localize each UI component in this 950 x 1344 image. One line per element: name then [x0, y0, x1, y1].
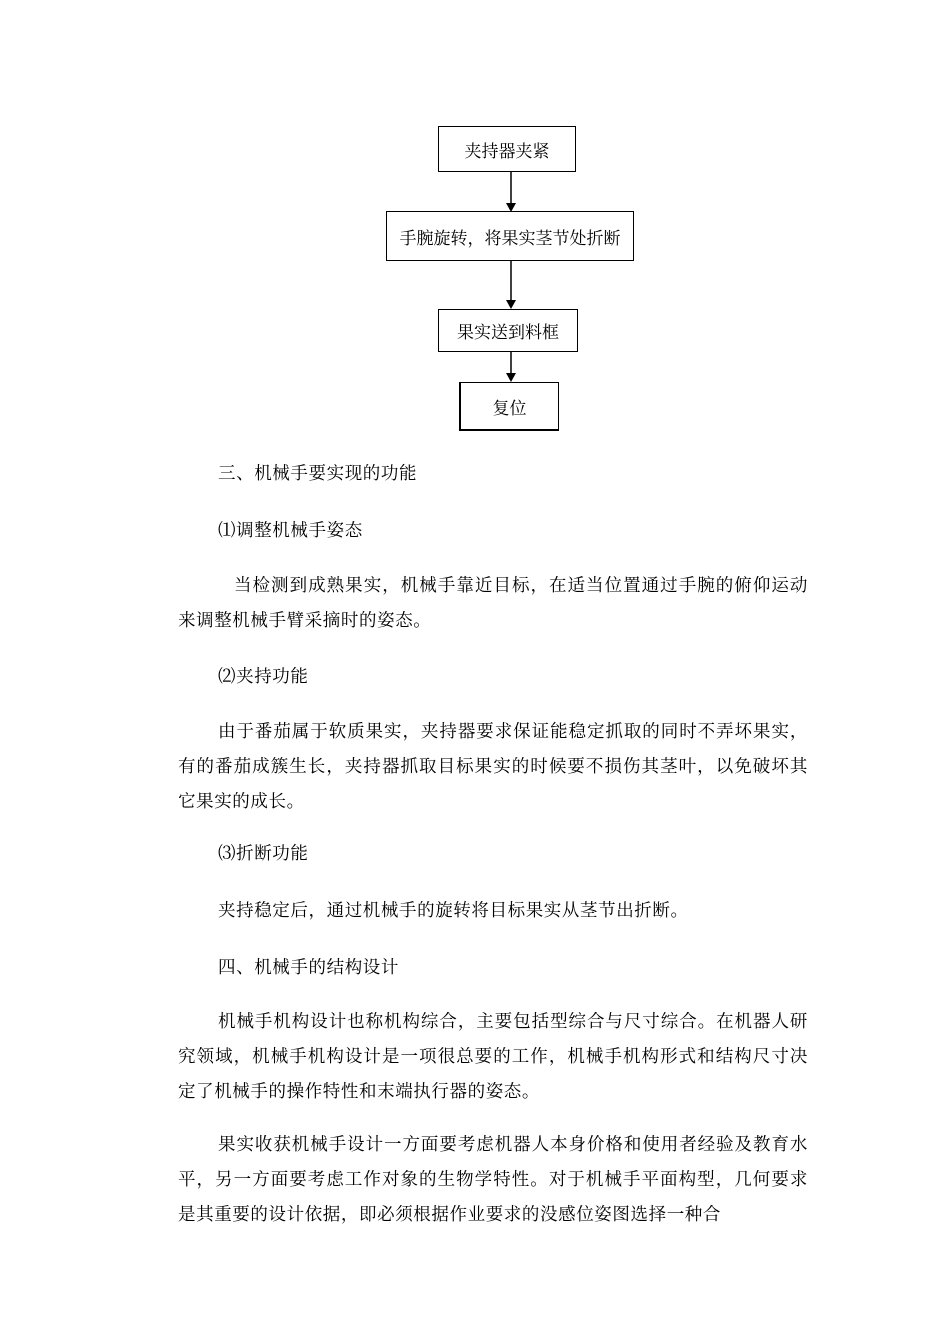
flow-step-label: 果实送到料框 — [457, 323, 559, 343]
section-3-3-body: 夹持稳定后，通过机械手的旋转将目标果实从茎节出折断。 — [218, 901, 689, 921]
section-3-2-title: ⑵夹持功能 — [218, 667, 309, 687]
flow-arrow-down-icon — [500, 352, 520, 382]
section-4-paragraph-1: 机械手机构设计也称机构综合，主要包括型综合与尺寸综合。在机器人研究领域，机械手机构设计是一项很总要的工作，机械手机构形式和结构尺寸决定了机械手的操作特性和末端执行器的姿态。 — [178, 1012, 808, 1102]
section-3-1-title: ⑴调整机械手姿态 — [218, 521, 363, 541]
flow-step-label: 夹持器夹紧 — [464, 141, 550, 162]
flow-step-rotate — [386, 211, 634, 261]
flow-step-label: 手腕旋转，将果实茎节处折断 — [399, 228, 621, 249]
flow-arrow-down-icon — [500, 261, 520, 309]
section-4-heading: 四、机械手的结构设计 — [218, 958, 399, 978]
section-3-3-title: ⑶折断功能 — [218, 844, 309, 864]
section-3-1-body: 当检测到成熟果实，机械手靠近目标，在适当位置通过手腕的俯仰运动来调整机械手臂采摘时的姿态。 — [178, 576, 808, 631]
flow-step-deliver — [438, 309, 578, 352]
process-flowchart — [0, 0, 950, 450]
section-3-2-body: 由于番茄属于软质果实，夹持器要求保证能稳定抓取的同时不弄坏果实，有的番茄成簇生长，夹持器抓取目标果实的时候要不损伤其茎叶，以免破坏其它果实的成长。 — [178, 722, 808, 812]
section-3-heading: 三、机械手要实现的功能 — [218, 464, 418, 484]
flow-step-label: 复位 — [492, 398, 527, 419]
flow-step-clamp — [438, 126, 576, 172]
section-4-paragraph-2: 果实收获机械手设计一方面要考虑机器人本身价格和使用者经验及教育水平，另一方面要考虑工作对象的生物学特性。对于机械手平面构型，几何要求是其重要的设计依据，即必须根据作业要求的没感位姿图选择一种合 — [178, 1135, 808, 1225]
flow-arrow-down-icon — [500, 172, 520, 212]
flow-step-reset — [459, 382, 559, 431]
